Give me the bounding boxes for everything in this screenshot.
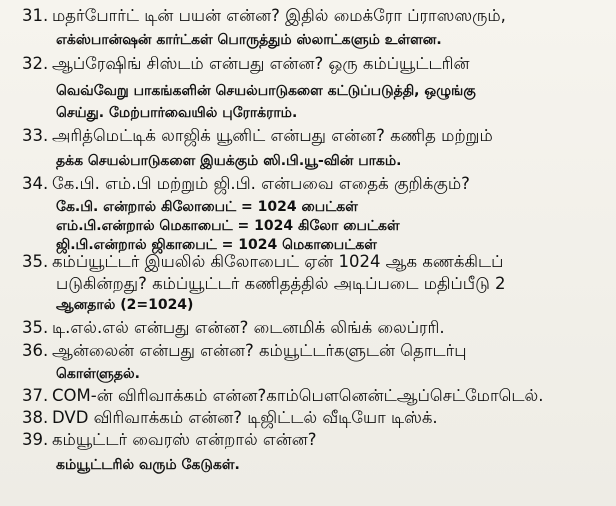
q37-number: 37. xyxy=(22,386,49,405)
q36-line2: கொள்ளுதல். xyxy=(56,366,140,382)
q38-line1: 38. DVD விரிவாக்கம் என்ன? டிஜிட்டல் வீடியோ டிஸ்க். xyxy=(22,408,438,427)
q34-line1: 34. கே.பி. எம்.பி மற்றும் ஜி.பி. என்பவை எதைக் குறிக்கும்? xyxy=(22,174,470,193)
q34-line4: ஜி.பி.என்றால் ஜிகாபைட் = 1024 மெகாபைட்கள் xyxy=(56,237,377,253)
q31-number: 31. xyxy=(22,6,49,25)
q34-line3: எம்.பி.என்றால் மெகாபைட் = 1024 கிலோ பைட்கள் xyxy=(56,218,400,234)
q35b-line1: 35. டி.எல்.எல் என்பது என்ன? டைனமிக் லிங்க் லைப்ரரி. xyxy=(22,318,445,337)
q31-line2: எக்ஸ்பான்ஷன் கார்ட்கள் பொருத்தும் ஸ்லாட்களும் உள்ளன. xyxy=(56,32,442,48)
q35b-number: 35. xyxy=(22,318,49,337)
q35a-line1: 35. கம்ப்யூட்டர் இயலில் கிலோபைட் ஏன் 1024 ஆக கணக்கிடப் xyxy=(22,252,504,271)
q35a-line3: ஆனதால் (2=1024) xyxy=(56,297,194,313)
q34-number: 34. xyxy=(22,174,49,193)
q33-line1: 33. அரித்மெட்டிக் லாஜிக் யூனிட் என்பது என்ன? கணித மற்றும் xyxy=(22,126,493,145)
q32-line2: வெவ்வேறு பாகங்களின் செயல்பாடுகளை கட்டுப்படுத்தி, ஒழுங்கு xyxy=(56,83,476,99)
q33-number: 33. xyxy=(22,126,49,145)
q32-line3: செய்து. மேற்பார்வையில் புரோக்ராம். xyxy=(56,105,298,121)
q32-number: 32. xyxy=(22,54,49,73)
q39-number: 39. xyxy=(22,430,49,449)
q32-line1: 32. ஆப்ரேஷிங் சிஸ்டம் என்பது என்ன? ஒரு கம்ப்யூட்டரின் xyxy=(22,54,470,73)
q38-number: 38. xyxy=(22,408,49,427)
q39-line2: கம்யூட்டரில் வரும் கேடுகள். xyxy=(56,457,240,473)
q35a-number: 35. xyxy=(22,252,49,271)
q34-line2: கே.பி. என்றால் கிலோபைட் = 1024 பைட்கள் xyxy=(56,199,358,215)
q33-line2: தக்க செயல்பாடுகளை இயக்கும் ஸி.பி.யூ-வின் பாகம். xyxy=(56,153,402,169)
q39-line1: 39. கம்யூட்டர் வைரஸ் என்றால் என்ன? xyxy=(22,430,317,449)
q37-line1: 37. COM-ன் விரிவாக்கம் என்ன?காம்பௌனென்ட்ஆப்செட்மோடெல். xyxy=(22,386,544,405)
q35a-line2: படுகின்றது? கம்ப்யூட்டர் கணிதத்தில் அடிப்படை மதிப்பீடு 2 xyxy=(56,274,506,293)
q36-line1: 36. ஆன்லைன் என்பது என்ன? கம்யூட்டர்களுடன் தொடர்பு xyxy=(22,341,467,360)
q36-number: 36. xyxy=(22,341,49,360)
q31-line1: 31. மதர்போர்ட் டின் பயன் என்ன? இதில் மைக்ரோ ப்ராஸஸரும், xyxy=(22,6,506,25)
